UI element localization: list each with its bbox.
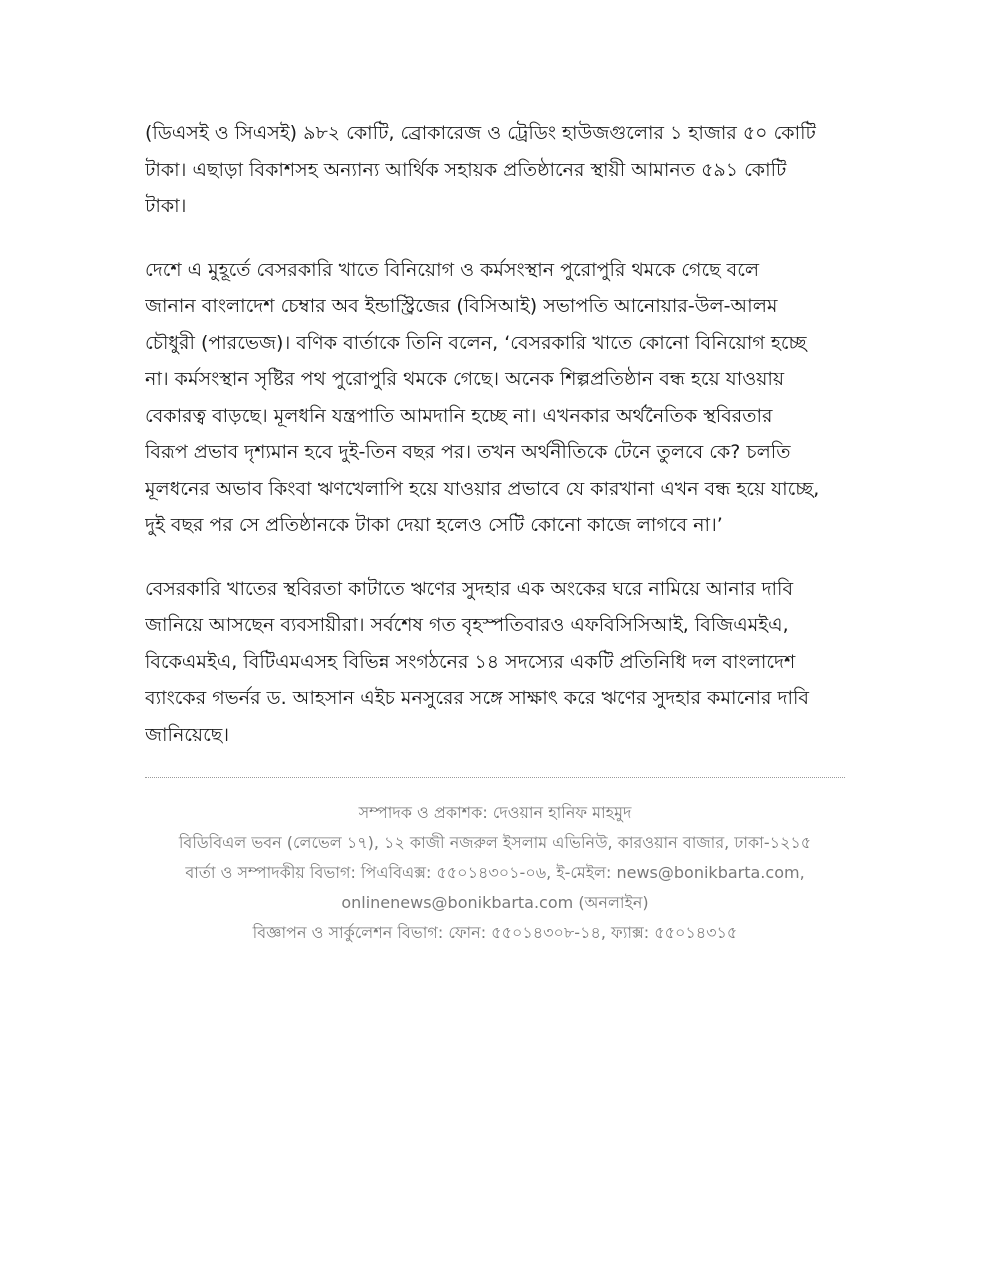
editor-publisher-line: সম্পাদক ও প্রকাশক: দেওয়ান হানিফ মাহমুদ (358, 803, 632, 822)
paragraph-line: দেশে এ মুহূর্তে বেসরকারি খাতে বিনিয়োগ ও কর্মসংস্থান পুরোপুরি থমকে গেছে বলে (145, 258, 760, 281)
paragraph-line: মূলধনের অভাব কিংবা ঋণখেলাপি হয়ে যাওয়ার প্রভাবে যে কারখানা এখন বন্ধ হয়ে যাচ্ছে, (145, 477, 820, 500)
paragraph-line: জানিয়েছে। (145, 723, 230, 746)
article-body (145, 115, 845, 780)
paragraph-line: (ডিএসই ও সিএসই) ৯৮২ কোটি, ব্রোকারেজ ও ট্রেডিং হাউজগুলোর ১ হাজার ৫০ কোটি (145, 122, 816, 144)
paragraph-line: চৌধুরী (পারভেজ)। বণিক বার্তাকে তিনি বলেন, ‘বেসরকারি খাতে কোনো বিনিয়োগ হচ্ছে (145, 331, 807, 354)
publication-footer (145, 798, 845, 948)
online-email-line: onlinenews@bonikbarta.com (অনলাইন) (341, 893, 649, 912)
paragraph-1 (145, 115, 845, 225)
paragraph-line: না। কর্মসংস্থান সৃষ্টির পথ পুরোপুরি থমকে গেছে। অনেক শিল্পপ্রতিষ্ঠান বন্ধ হয়ে যাওয়ায় (145, 368, 785, 390)
paragraph-line: বেকারত্ব বাড়ছে। মূলধনি যন্ত্রপাতি আমদানি হচ্ছে না। এখনকার অর্থনৈতিক স্থবিরতার (145, 404, 773, 427)
paragraph-line: টাকা। এছাড়া বিকাশসহ অন্যান্য আর্থিক সহায়ক প্রতিষ্ঠানের স্থায়ী আমানত ৫৯১ কোটি (145, 158, 787, 181)
paragraph-line: বিরূপ প্রভাব দৃশ্যমান হবে দুই-তিন বছর পর। তখন অর্থনীতিকে টেনে তুলবে কে? চলতি (145, 441, 791, 463)
paragraph-line: টাকা। (145, 195, 187, 217)
footer-divider (145, 777, 845, 778)
news-department-line: বার্তা ও সম্পাদকীয় বিভাগ: পিএবিএক্স: ৫৫০১৪৩০১-০৬, ই-মেইল: news@bonikbarta.com, (185, 863, 805, 882)
paragraph-line: বেসরকারি খাতের স্থবিরতা কাটাতে ঋণের সুদহার এক অংকের ঘরে নামিয়ে আনার দাবি (145, 577, 794, 600)
paragraph-line: ব্যাংকের গভর্নর ড. আহসান এইচ মনসুরের সঙ্গে সাক্ষাৎ করে ঋণের সুদহার কমানোর দাবি (145, 687, 810, 709)
paragraph-2 (145, 252, 845, 544)
paragraph-line: জানিয়ে আসছেন ব্যবসায়ীরা। সর্বশেষ গত বৃহস্পতিবারও এফবিসিসিআই, বিজিএমইএ, (145, 614, 789, 636)
paragraph-3 (145, 571, 845, 754)
advertising-department-line: বিজ্ঞাপন ও সার্কুলেশন বিভাগ: ফোন: ৫৫০১৪৩০৮-১৪, ফ্যাক্স: ৫৫০১৪৩১৫ (252, 923, 738, 942)
paragraph-line: দুই বছর পর সে প্রতিষ্ঠানকে টাকা দেয়া হলেও সেটি কোনো কাজে লাগবে না।’ (145, 514, 723, 536)
address-line: বিডিবিএল ভবন (লেভেল ১৭), ১২ কাজী নজরুল ইসলাম এভিনিউ, কারওয়ান বাজার, ঢাকা-১২১৫ (178, 833, 812, 852)
paragraph-line: জানান বাংলাদেশ চেম্বার অব ইন্ডাস্ট্রিজের (বিসিআই) সভাপতি আনোয়ার-উল-আলম (145, 295, 778, 317)
paragraph-line: বিকেএমইএ, বিটিএমএসহ বিভিন্ন সংগঠনের ১৪ সদস্যের একটি প্রতিনিধি দল বাংলাদেশ (145, 650, 796, 673)
